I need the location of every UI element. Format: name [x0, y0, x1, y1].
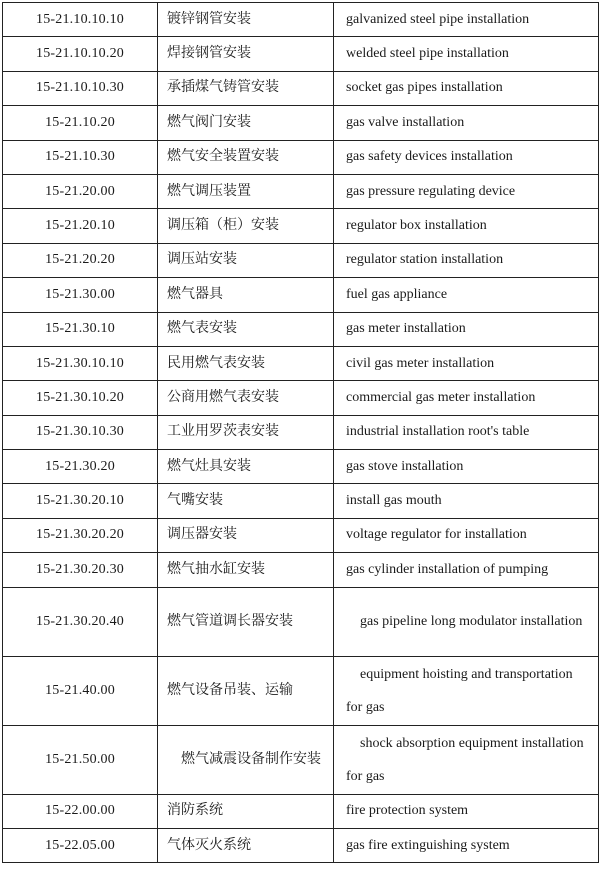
english-term-cell: galvanized steel pipe installation	[334, 3, 599, 37]
code-cell: 15-21.30.10.30	[3, 415, 158, 449]
chinese-term-cell: 燃气安全装置安装	[158, 140, 334, 174]
english-term-cell: commercial gas meter installation	[334, 381, 599, 415]
chinese-term-cell: 燃气器具	[158, 278, 334, 312]
english-term-cell: civil gas meter installation	[334, 346, 599, 380]
table-row	[3, 450, 599, 484]
code-cell: 15-21.50.00	[3, 725, 158, 794]
code-cell: 15-21.10.30	[3, 140, 158, 174]
code-cell: 15-21.30.00	[3, 278, 158, 312]
code-cell: 15-21.10.10.30	[3, 71, 158, 105]
code-cell: 15-21.30.20.10	[3, 484, 158, 518]
table-row	[3, 71, 599, 105]
chinese-term-cell: 工业用罗茨表安装	[158, 415, 334, 449]
english-term-cell: fuel gas appliance	[334, 278, 599, 312]
table-row	[3, 3, 599, 37]
terminology-table	[2, 2, 599, 863]
table-row	[3, 140, 599, 174]
table-row	[3, 243, 599, 277]
chinese-term-cell: 燃气表安装	[158, 312, 334, 346]
chinese-term-cell: 承插煤气铸管安装	[158, 71, 334, 105]
table-row	[3, 656, 599, 725]
table-row	[3, 37, 599, 71]
chinese-term-cell: 公商用燃气表安装	[158, 381, 334, 415]
table-row	[3, 106, 599, 140]
table-row	[3, 587, 599, 656]
english-term-cell: welded steel pipe installation	[334, 37, 599, 71]
english-term-cell: gas meter installation	[334, 312, 599, 346]
english-term-cell: install gas mouth	[334, 484, 599, 518]
chinese-term-cell: 焊接钢管安装	[158, 37, 334, 71]
chinese-term-cell: 燃气设备吊装、运输	[158, 656, 334, 725]
english-term-cell: gas fire extinguishing system	[334, 829, 599, 863]
code-cell: 15-21.20.00	[3, 174, 158, 208]
english-term-cell: shock absorption equipment installation for gas	[334, 725, 599, 794]
english-term-cell: fire protection system	[334, 794, 599, 828]
chinese-term-cell: 镀锌钢管安装	[158, 3, 334, 37]
chinese-term-cell: 气体灭火系统	[158, 829, 334, 863]
english-term-cell: regulator station installation	[334, 243, 599, 277]
code-cell: 15-21.10.10.10	[3, 3, 158, 37]
code-cell: 15-21.10.20	[3, 106, 158, 140]
code-cell: 15-21.30.10.10	[3, 346, 158, 380]
table-row	[3, 518, 599, 552]
table-row	[3, 484, 599, 518]
english-term-cell: gas stove installation	[334, 450, 599, 484]
english-term-cell: equipment hoisting and transportation for gas	[334, 656, 599, 725]
table-row	[3, 794, 599, 828]
code-cell: 15-21.30.10.20	[3, 381, 158, 415]
table-row	[3, 553, 599, 587]
chinese-term-cell: 燃气灶具安装	[158, 450, 334, 484]
chinese-term-cell: 燃气减震设备制作安装	[158, 725, 334, 794]
english-term-cell: socket gas pipes installation	[334, 71, 599, 105]
english-term-cell: gas valve installation	[334, 106, 599, 140]
chinese-term-cell: 调压站安装	[158, 243, 334, 277]
chinese-term-cell: 民用燃气表安装	[158, 346, 334, 380]
chinese-term-cell: 消防系统	[158, 794, 334, 828]
chinese-term-cell: 燃气抽水缸安装	[158, 553, 334, 587]
code-cell: 15-21.20.10	[3, 209, 158, 243]
chinese-term-cell: 调压箱（柜）安装	[158, 209, 334, 243]
chinese-term-cell: 燃气阀门安装	[158, 106, 334, 140]
chinese-term-cell: 气嘴安装	[158, 484, 334, 518]
english-term-cell: gas pressure regulating device	[334, 174, 599, 208]
english-term-cell: gas pipeline long modulator installation	[334, 587, 599, 656]
english-term-cell: industrial installation root's table	[334, 415, 599, 449]
table-row	[3, 415, 599, 449]
code-cell: 15-21.10.10.20	[3, 37, 158, 71]
code-cell: 15-21.30.10	[3, 312, 158, 346]
table-row	[3, 312, 599, 346]
english-term-cell: gas safety devices installation	[334, 140, 599, 174]
code-cell: 15-21.30.20.40	[3, 587, 158, 656]
code-cell: 15-21.30.20	[3, 450, 158, 484]
table-row	[3, 829, 599, 863]
table-row	[3, 174, 599, 208]
table-row	[3, 346, 599, 380]
code-cell: 15-22.00.00	[3, 794, 158, 828]
code-cell: 15-21.40.00	[3, 656, 158, 725]
english-term-cell: voltage regulator for installation	[334, 518, 599, 552]
english-term-cell: regulator box installation	[334, 209, 599, 243]
table-row	[3, 381, 599, 415]
code-cell: 15-22.05.00	[3, 829, 158, 863]
code-cell: 15-21.30.20.30	[3, 553, 158, 587]
chinese-term-cell: 燃气调压装置	[158, 174, 334, 208]
chinese-term-cell: 燃气管道调长器安装	[158, 587, 334, 656]
table-row	[3, 209, 599, 243]
code-cell: 15-21.30.20.20	[3, 518, 158, 552]
code-cell: 15-21.20.20	[3, 243, 158, 277]
english-term-cell: gas cylinder installation of pumping	[334, 553, 599, 587]
table-row	[3, 725, 599, 794]
terminology-table-container	[2, 2, 598, 863]
chinese-term-cell: 调压器安装	[158, 518, 334, 552]
table-row	[3, 278, 599, 312]
